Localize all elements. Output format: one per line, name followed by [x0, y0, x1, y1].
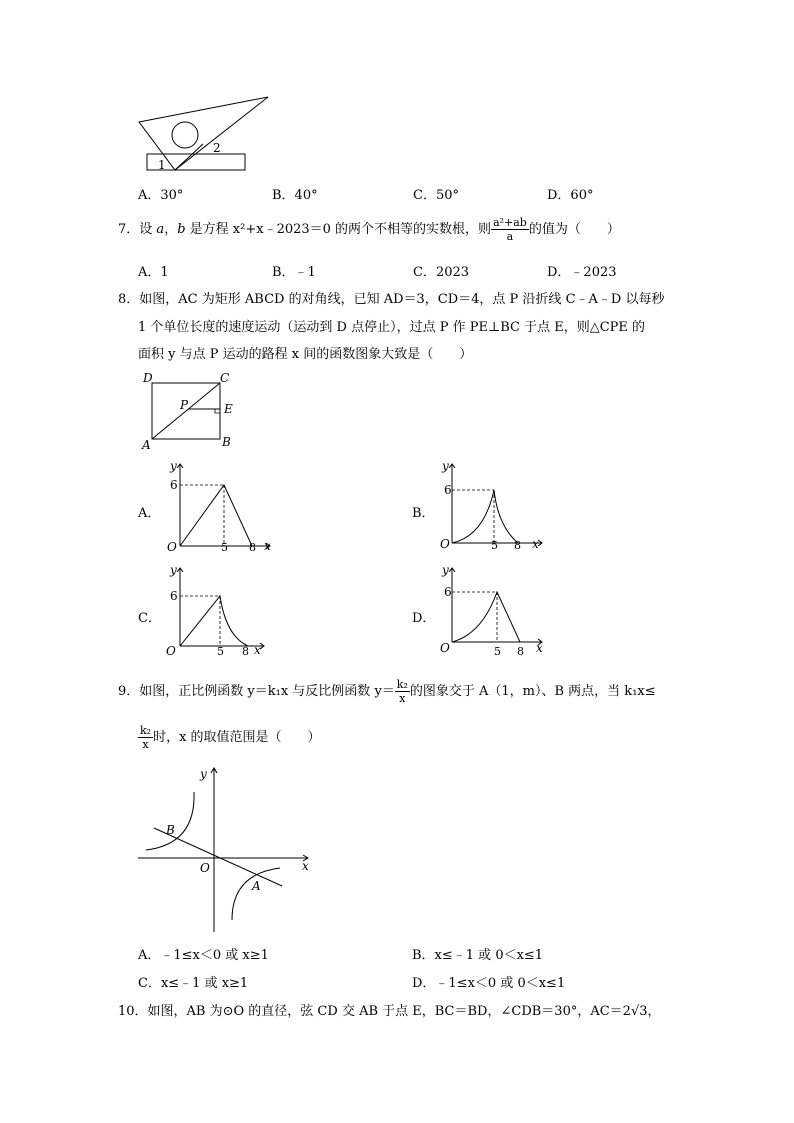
- angle-1-label: 1: [158, 158, 166, 172]
- hyperbola-branch-upper: [146, 792, 194, 850]
- graph-d-curve: [452, 592, 520, 642]
- svg-text:6: 6: [170, 589, 178, 603]
- svg-text:y: y: [170, 459, 177, 473]
- q9-option-c: C．x≤﹣1 或 x≥1: [138, 976, 249, 991]
- label-b: B: [222, 435, 231, 449]
- angle-2-label: 2: [213, 141, 221, 155]
- svg-text:O: O: [166, 644, 176, 658]
- q8-graph-a: [160, 458, 280, 558]
- svg-text:6: 6: [444, 483, 452, 497]
- svg-text:6: 6: [444, 585, 452, 599]
- q8-rectangle-figure: [140, 368, 240, 450]
- q10-number: 10．: [118, 1004, 148, 1019]
- label-a: A: [142, 438, 151, 450]
- label-p: P: [180, 398, 189, 412]
- q8-option-b-label: B．: [412, 506, 435, 521]
- graph-c-curve: [180, 596, 248, 646]
- q7-option-d: D．﹣2023: [547, 265, 617, 280]
- hyperbola-branch-lower: [232, 868, 280, 920]
- label-c: C: [220, 371, 230, 385]
- q8-option-a-label: A．: [138, 506, 161, 521]
- q6-figure: [135, 92, 275, 176]
- svg-text:8: 8: [249, 541, 256, 554]
- q8-line-3: 面积 y 与点 P 运动的路程 x 间的函数图象大致是（ ）: [138, 347, 473, 362]
- svg-text:O: O: [440, 641, 450, 655]
- q8-number: 8．: [118, 292, 140, 307]
- circle: [172, 122, 198, 148]
- svg-text:x: x: [302, 859, 309, 873]
- svg-text:O: O: [440, 537, 450, 551]
- svg-text:y: y: [442, 563, 449, 577]
- q6-option-a: A．30°: [138, 188, 184, 203]
- svg-text:5: 5: [494, 645, 501, 658]
- q9-line-2: $\frac{\text{k₂}}{x}$ 时，x 的取值范围是（ ）: [140, 724, 321, 751]
- svg-text:B: B: [166, 823, 175, 837]
- svg-text:x: x: [536, 641, 543, 655]
- q7-option-b: B．﹣1: [272, 265, 316, 280]
- label-e: E: [224, 402, 233, 416]
- q9-line-1: 9．如图，正比例函数 y＝k₁x 与反比例函数 y＝ $\frac{\text{k₂}}{x}$ 的图象交于 A（1，m）、B 两点，当 k₁x≤: [118, 678, 656, 705]
- svg-text:y: y: [200, 767, 207, 781]
- svg-text:6: 6: [170, 478, 178, 492]
- q8-option-d-label: D．: [412, 611, 436, 626]
- q9-fraction-1: $\frac{\text{k₂}}{x}$: [396, 678, 408, 705]
- q9-option-d: D．﹣1≤x＜0 或 0＜x≤1: [412, 976, 566, 991]
- q8-graph-c: [160, 562, 280, 662]
- angle-line: [175, 144, 203, 170]
- q10-line-1: 10．如图，AB 为⊙O 的直径，弦 CD 交 AB 于点 E，BC＝BD，∠CDB＝30°，AC＝2√3，: [118, 1004, 661, 1019]
- svg-text:5: 5: [491, 539, 498, 552]
- graph-a-curve: [180, 485, 252, 546]
- svg-text:y: y: [170, 563, 177, 577]
- label-d: D: [143, 371, 153, 385]
- svg-text:x: x: [532, 537, 539, 551]
- q7-option-c: C．2023: [413, 265, 470, 280]
- q7-fraction: $\frac{\text{a²+ab}}{a}$: [493, 216, 527, 243]
- svg-text:O: O: [200, 861, 210, 875]
- svg-text:8: 8: [517, 645, 524, 658]
- q8-option-c-label: C．: [138, 611, 161, 626]
- svg-text:O: O: [167, 540, 177, 554]
- q6-option-c: C．50°: [413, 188, 459, 203]
- svg-text:x: x: [264, 539, 271, 553]
- q7-option-a: A．1: [138, 265, 169, 280]
- svg-text:5: 5: [221, 541, 228, 554]
- q6-option-b: B．40°: [272, 188, 318, 203]
- graph-b-curve: [452, 490, 518, 543]
- svg-text:5: 5: [217, 645, 224, 658]
- q7-number: 7．: [118, 222, 140, 237]
- q9-option-b: B．x≤﹣1 或 0＜x≤1: [412, 948, 544, 963]
- q9-option-a: A．﹣1≤x＜0 或 x≥1: [138, 948, 269, 963]
- right-angle-mark: [215, 409, 220, 413]
- q7-equation: x²+x﹣2023＝0: [232, 222, 331, 237]
- q8-line-1: 8．如图，AC 为矩形 ABCD 的对角线，已知 AD＝3，CD＝4，点 P 沿折线 C﹣A﹣D 以每秒: [118, 292, 665, 307]
- q8-graph-d: [432, 562, 552, 662]
- svg-text:8: 8: [242, 645, 249, 658]
- q7-stem: 7．设 a，b 是方程 x²+x﹣2023＝0 的两个不相等的实数根，则 $\frac{\text{a²+ab}}{a}$ 的值为（ ）: [118, 216, 620, 243]
- q8-line-2: 1 个单位长度的速度运动（运动到 D 点停止），过点 P 作 PE⊥BC 于点 E，则△CPE 的: [138, 320, 646, 335]
- svg-text:y: y: [442, 459, 449, 473]
- q9-fraction-2: $\frac{\text{k₂}}{x}$: [140, 724, 152, 751]
- q6-option-d: D．60°: [547, 188, 594, 203]
- svg-text:x: x: [254, 643, 261, 657]
- q9-figure: [136, 764, 316, 936]
- q8-graph-b: [432, 458, 552, 558]
- svg-text:8: 8: [514, 539, 521, 552]
- svg-text:A: A: [252, 879, 261, 893]
- q9-number: 9．: [118, 684, 140, 699]
